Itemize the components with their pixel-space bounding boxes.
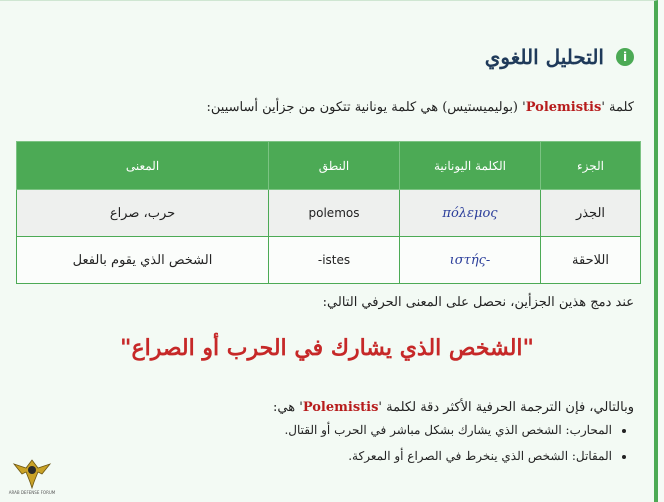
conclusion-after: ' هي: — [273, 400, 303, 415]
table-row — [17, 237, 641, 284]
conclusion-paragraph — [273, 400, 634, 415]
section-heading — [485, 45, 634, 69]
word-parts-table — [16, 141, 641, 284]
intro-term: Polemistis — [525, 100, 602, 115]
list-item: • المحارب: الشخص الذي يشارك بشكل مباشر في الحرب أو القتال. — [284, 423, 612, 437]
header-part: الجزء — [541, 142, 641, 190]
cell-meaning: حرب، صراع — [17, 190, 269, 237]
translation-list — [284, 423, 628, 475]
info-icon: i — [616, 48, 634, 66]
cell-part: الجذر — [541, 190, 641, 237]
eagle-emblem-icon — [12, 456, 52, 490]
header-meaning: المعنى — [17, 142, 269, 190]
list-item: • المقاتل: الشخص الذي ينخرط في الصراع أو المعركة. — [284, 449, 612, 463]
cell-greek: -ιστής — [400, 237, 541, 284]
intro-after: ' (بوليميستيس) هي كلمة يونانية تتكون من جزأين أساسيين: — [206, 100, 526, 115]
cell-greek: πόλεμος — [400, 190, 541, 237]
logo-text: ARAB DEFENSE FORUM — [8, 490, 56, 495]
cell-pron: polemos — [269, 190, 400, 237]
conclusion-term: Polemistis — [302, 400, 379, 415]
combine-paragraph: عند دمج هذين الجزأين، نحصل على المعنى الحرفي التالي: — [322, 295, 634, 310]
heading-title: التحليل اللغوي — [484, 45, 604, 69]
cell-meaning: الشخص الذي يقوم بالفعل — [17, 237, 269, 284]
literal-meaning-quote: "الشخص الذي يشارك في الحرب أو الصراع" — [120, 335, 534, 361]
conclusion-before: وبالتالي، فإن الترجمة الحرفية الأكثر دقة لكلمة ' — [378, 400, 634, 415]
header-pron: النطق — [269, 142, 400, 190]
table-header-row — [17, 142, 641, 190]
intro-paragraph — [207, 100, 634, 115]
cell-part: اللاحقة — [541, 237, 641, 284]
cell-pron: -istes — [269, 237, 400, 284]
intro-before: كلمة ' — [601, 100, 634, 115]
header-greek: الكلمة اليونانية — [400, 142, 541, 190]
table-row — [17, 190, 641, 237]
forum-logo — [2, 456, 62, 500]
